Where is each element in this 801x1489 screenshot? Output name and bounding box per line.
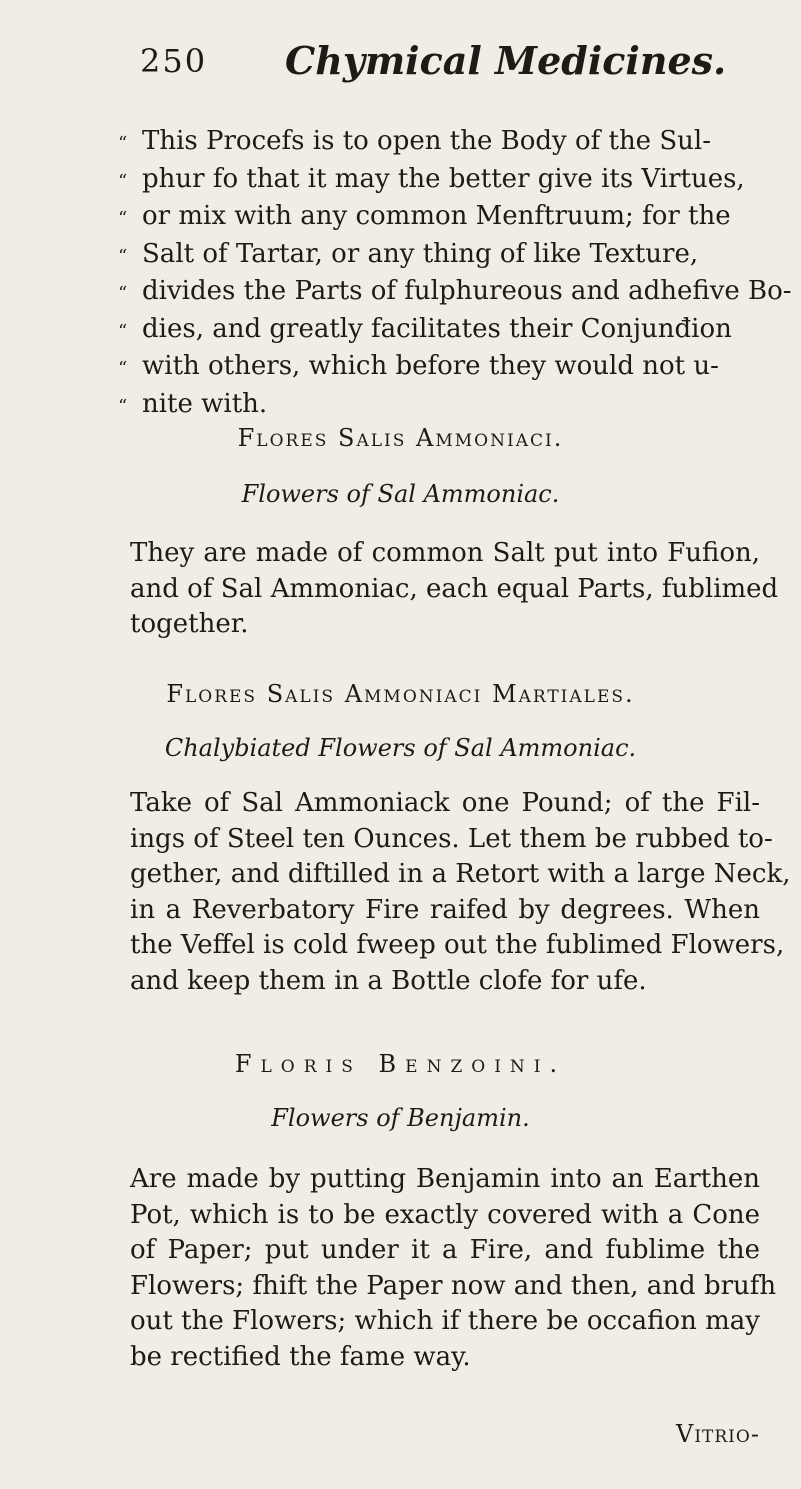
section-paragraph (130, 536, 779, 643)
paragraph-line: in a Reverbatory Fire raifed by degrees. When (130, 894, 760, 925)
paragraph-line: together. (130, 609, 249, 639)
section-subheading: Flowers of Sal Ammoniac. (241, 480, 560, 508)
quote-line (118, 162, 758, 200)
section-paragraph (130, 1162, 777, 1375)
paragraph-line: ings of Steel ten Ounces. Let them be rubbed to- (130, 823, 773, 854)
quote-mark: “ (118, 320, 128, 342)
paragraph-line: Take of Sal Ammoniack one Pound; of the Fil- (130, 788, 760, 818)
section-subheading: Chalybiated Flowers of Sal Ammoniac. (164, 734, 637, 762)
paragraph-line: gether, and diftilled in a Retort with a large Neck, (130, 859, 791, 889)
quote-mark: “ (118, 208, 128, 229)
quoted-passage (118, 124, 792, 424)
section-paragraph (130, 786, 791, 999)
paragraph-line: out the Flowers; which if there be occafion may (130, 1306, 760, 1336)
quote-text: This Procefs is to open the Body of the Sul- (142, 126, 711, 156)
quote-text: with others, which before they would not u- (142, 351, 719, 381)
quote-line (118, 199, 758, 237)
quote-mark: “ (118, 170, 128, 192)
quote-line (118, 124, 758, 162)
paragraph-line: the Veffel is cold fweep out the fublimed Flowers, (130, 930, 785, 960)
section-heading: Flores Salis Ammoniaci. (237, 424, 564, 452)
paragraph-line: and of Sal Ammoniac, each equal Parts, fublimed (130, 573, 779, 604)
quote-mark: “ (118, 283, 128, 304)
paragraph-line: Pot, which is to be exactly covered with a Cone (130, 1199, 760, 1230)
quote-text: nite with. (142, 388, 268, 419)
quote-mark: “ (118, 358, 128, 379)
section-heading: Floris Benzoini. (234, 1050, 567, 1078)
quote-line (118, 387, 758, 425)
quote-text: phur fo that it may the better give its Virtues, (142, 163, 745, 194)
paragraph-line: They are made of common Salt put into Fufion, (130, 538, 760, 568)
paragraph-line: be rectified the fame way. (130, 1341, 471, 1372)
paragraph-line: and keep them in a Bottle clofe for ufe. (130, 965, 647, 996)
quote-line (118, 274, 792, 312)
quote-text: divides the Parts of fulphureous and adhefive Bo- (142, 276, 792, 306)
quote-mark: “ (118, 245, 128, 267)
paragraph-line: Flowers; fhift the Paper now and then, and brufh (130, 1270, 777, 1301)
quote-mark: “ (118, 395, 128, 417)
quote-text: or mix with any common Menftruum; for the (142, 201, 731, 231)
quote-line (118, 237, 758, 275)
page-number: 250 (140, 42, 208, 80)
catchword: Vitrio- (676, 1420, 760, 1448)
quote-line (118, 312, 758, 350)
quote-line (118, 349, 758, 387)
paragraph-line: of Paper; put under it a Fire, and fublime the (130, 1235, 760, 1265)
page-header (0, 28, 801, 88)
quote-text: Salt of Tartar, or any thing of like Texture, (142, 238, 699, 269)
running-head: Chymical Medicines. (285, 38, 727, 83)
paragraph-line: Are made by putting Benjamin into an Earthen (130, 1164, 760, 1194)
quote-mark: “ (118, 133, 128, 154)
section-heading: Flores Salis Ammoniaci Martiales. (166, 680, 635, 708)
quote-text: dies, and greatly facilitates their Conjunđion (142, 313, 732, 344)
section-subheading: Flowers of Benjamin. (271, 1104, 530, 1132)
